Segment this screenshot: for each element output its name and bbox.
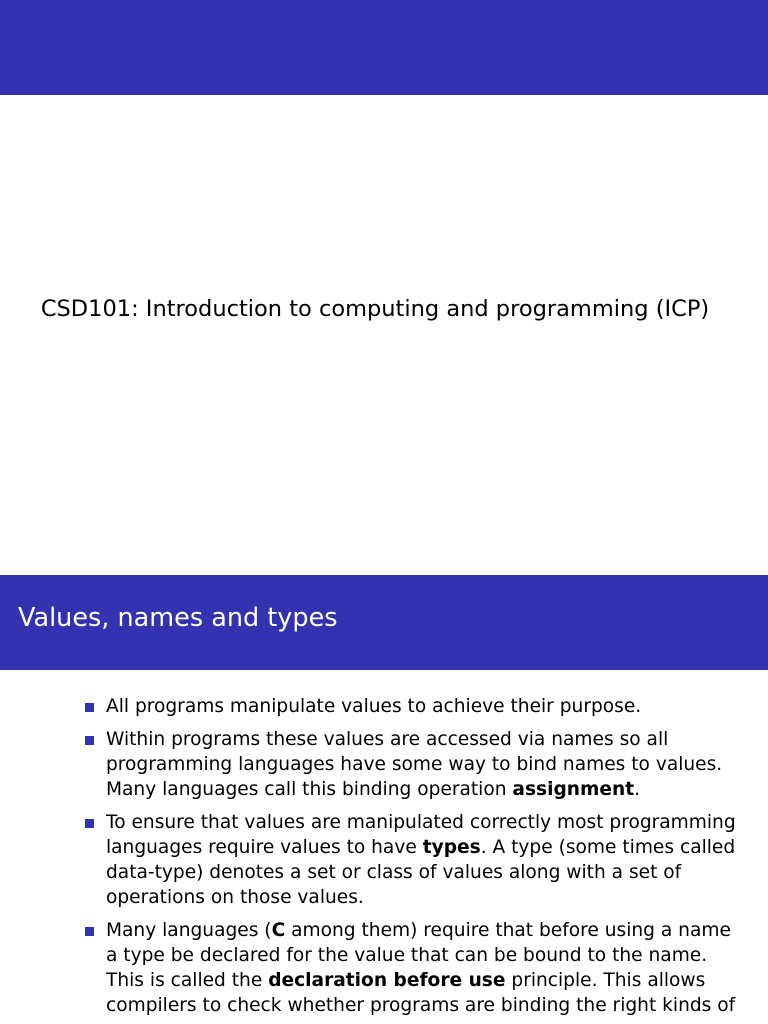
bullet-item — [84, 918, 736, 1018]
text-run: . A type (some times called — [480, 837, 736, 858]
bullet-line — [106, 835, 736, 860]
bold-term: declaration before use — [268, 970, 506, 991]
bullet-line — [106, 727, 724, 752]
text-run: Within programs these values are accessed via names so all — [106, 729, 669, 750]
bullet-square-icon — [85, 819, 94, 828]
bullet-list — [84, 694, 736, 1024]
text-run: operations on those values. — [106, 887, 364, 908]
bullet-line — [106, 943, 724, 968]
bullet-square-icon — [85, 703, 94, 712]
text-run: Many languages ( — [106, 920, 272, 941]
course-title: CSD101: Introduction to computing and programming (ICP) — [40, 296, 710, 322]
bullet-line — [106, 993, 736, 1018]
bullet-square-icon — [85, 927, 94, 936]
text-run: languages require values to have — [106, 837, 423, 858]
text-run: compilers to check whether programs are binding the right kinds of — [106, 995, 736, 1016]
text-run: Many languages call this binding operation — [106, 779, 513, 800]
bullet-line — [106, 918, 731, 943]
bullet-line — [106, 777, 724, 802]
text-run: programming languages have some way to bind names to values. — [106, 754, 723, 775]
bold-term: assignment — [512, 779, 635, 800]
text-run: To ensure that values are manipulated correctly most programming — [106, 812, 736, 833]
bullet-line — [106, 885, 724, 910]
text-run: among them) require that before using a name — [285, 920, 731, 941]
bullet-item — [84, 727, 724, 802]
text-run: . — [634, 779, 641, 800]
bullet-line — [106, 968, 724, 993]
text-run: All programs manipulate values to achieve their purpose. — [106, 696, 642, 717]
bullet-square-icon — [85, 736, 94, 745]
title-slide-header-bar — [0, 0, 768, 95]
bullet-line — [106, 694, 724, 719]
bold-term: C — [271, 920, 286, 941]
text-run: data-type) denotes a set or class of values along with a set of — [106, 862, 682, 883]
bullet-item — [84, 810, 736, 910]
text-run: a type be declared for the value that can be bound to the name. — [106, 945, 708, 966]
bold-term: types — [422, 837, 481, 858]
bullet-line — [106, 752, 724, 777]
bullet-item — [84, 694, 724, 719]
bullet-line — [106, 860, 724, 885]
frame-title: Values, names and types — [18, 603, 338, 633]
text-run: This is called the — [106, 970, 269, 991]
text-run: principle. This allows — [505, 970, 706, 991]
bullet-line — [106, 810, 736, 835]
